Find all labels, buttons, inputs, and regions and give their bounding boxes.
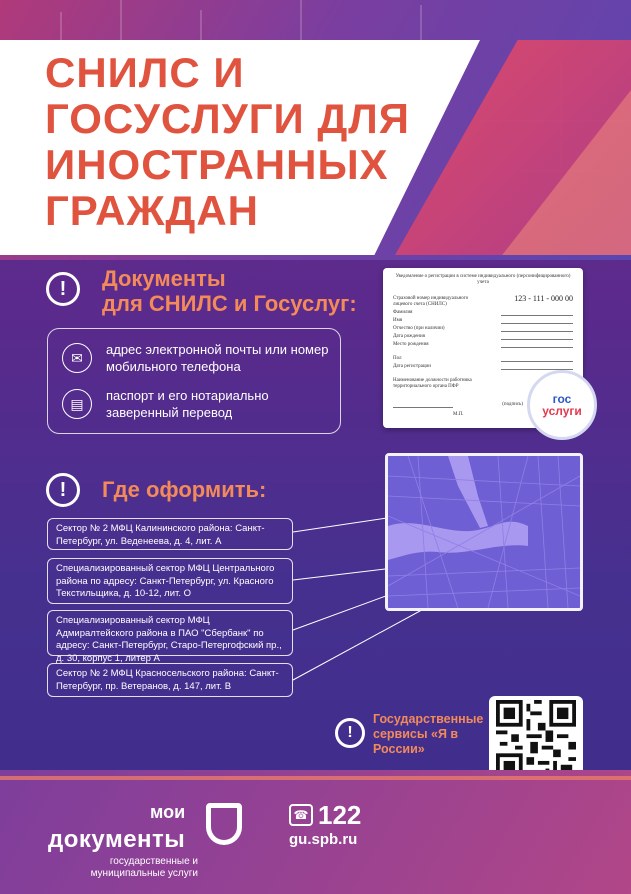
exclamation-icon: ! <box>46 473 80 507</box>
envelope-icon: ✉ <box>62 343 92 373</box>
qr-code-image <box>493 700 579 780</box>
phone-number[interactable]: 122 <box>318 800 362 830</box>
logo-line2: документы <box>48 826 186 853</box>
form-number: 123 - 111 - 000 00 <box>514 294 573 303</box>
gosuslugi-logo-line2: услуги <box>542 404 582 418</box>
website-link[interactable]: gu.spb.ru <box>289 831 358 848</box>
form-field-label: Дата рождения <box>393 334 425 339</box>
city-map <box>385 453 583 611</box>
documents-heading-line1: Документы <box>102 266 226 291</box>
form-field-label: Отчество (при наличии) <box>393 326 445 331</box>
address-item: Сектор № 2 МФЦ Красносельского района: Санкт-Петербург, пр. Ветеранов, д. 147, лит. В <box>47 663 293 697</box>
phone-icon: ☎ <box>289 804 313 826</box>
title-line: СНИЛС И <box>45 49 245 96</box>
title-line: ГОСУСЛУГИ ДЛЯ <box>45 95 410 142</box>
where-heading: Где оформить: <box>102 477 267 502</box>
address-item: Специализированный сектор МФЦ Адмиралтейского района в ПАО "Сбербанк" по адресу: Санкт-Петербург, Старо-Петергофский пр., д. 30, корпус 1, литер А <box>47 610 293 656</box>
title-line: ИНОСТРАННЫХ <box>45 141 389 188</box>
address-item: Специализированный сектор МФЦ Центрального района по адресу: Санкт-Петербург, ул. Красного Текстильщика, д. 10-12, лит. О <box>47 558 293 604</box>
documents-heading-line2: для СНИЛС и Госуслуг: <box>102 291 357 316</box>
form-field-label: Пол <box>393 356 402 361</box>
moi-dokumenty-logo-icon <box>206 803 242 845</box>
exclamation-icon: ! <box>335 718 365 748</box>
exclamation-icon: ! <box>46 272 80 306</box>
form-field-label: Место рождения <box>393 342 429 347</box>
form-stamp: М.П. <box>453 412 464 417</box>
form-signature: (подпись) <box>502 402 523 407</box>
form-position-label: Наименование должности работника территориального органа ПФР <box>393 378 472 389</box>
gosuslugi-logo-line1: гос <box>552 392 572 406</box>
title-line: ГРАЖДАН <box>45 187 260 234</box>
passport-icon: ▤ <box>62 389 92 419</box>
form-title: Уведомление о регистрации в системе индивидуального (персонифицированного) учета <box>395 274 571 285</box>
document-item-text: паспорт и его нотариально заверенный перевод <box>106 388 269 420</box>
footer-stripe <box>0 776 631 780</box>
form-field-label: Фамилия <box>393 310 413 315</box>
logo-subtitle: государственные и муниципальные услуги <box>90 856 198 879</box>
form-field-label: Дата регистрации <box>393 364 431 369</box>
form-field-label: Имя <box>393 318 403 323</box>
qr-label: Государственные сервисы «Я в России» <box>373 712 484 756</box>
form-number-label: Страховой номер индивидуального лицевого счета (СНИЛС) <box>393 296 469 307</box>
address-item: Сектор № 2 МФЦ Калининского района: Санкт-Петербург, ул. Веденеева, д. 4, лит. А <box>47 518 293 550</box>
document-item-text: адрес электронной почты или номер мобильного телефона <box>106 342 329 374</box>
logo-line1: мои <box>150 802 186 822</box>
